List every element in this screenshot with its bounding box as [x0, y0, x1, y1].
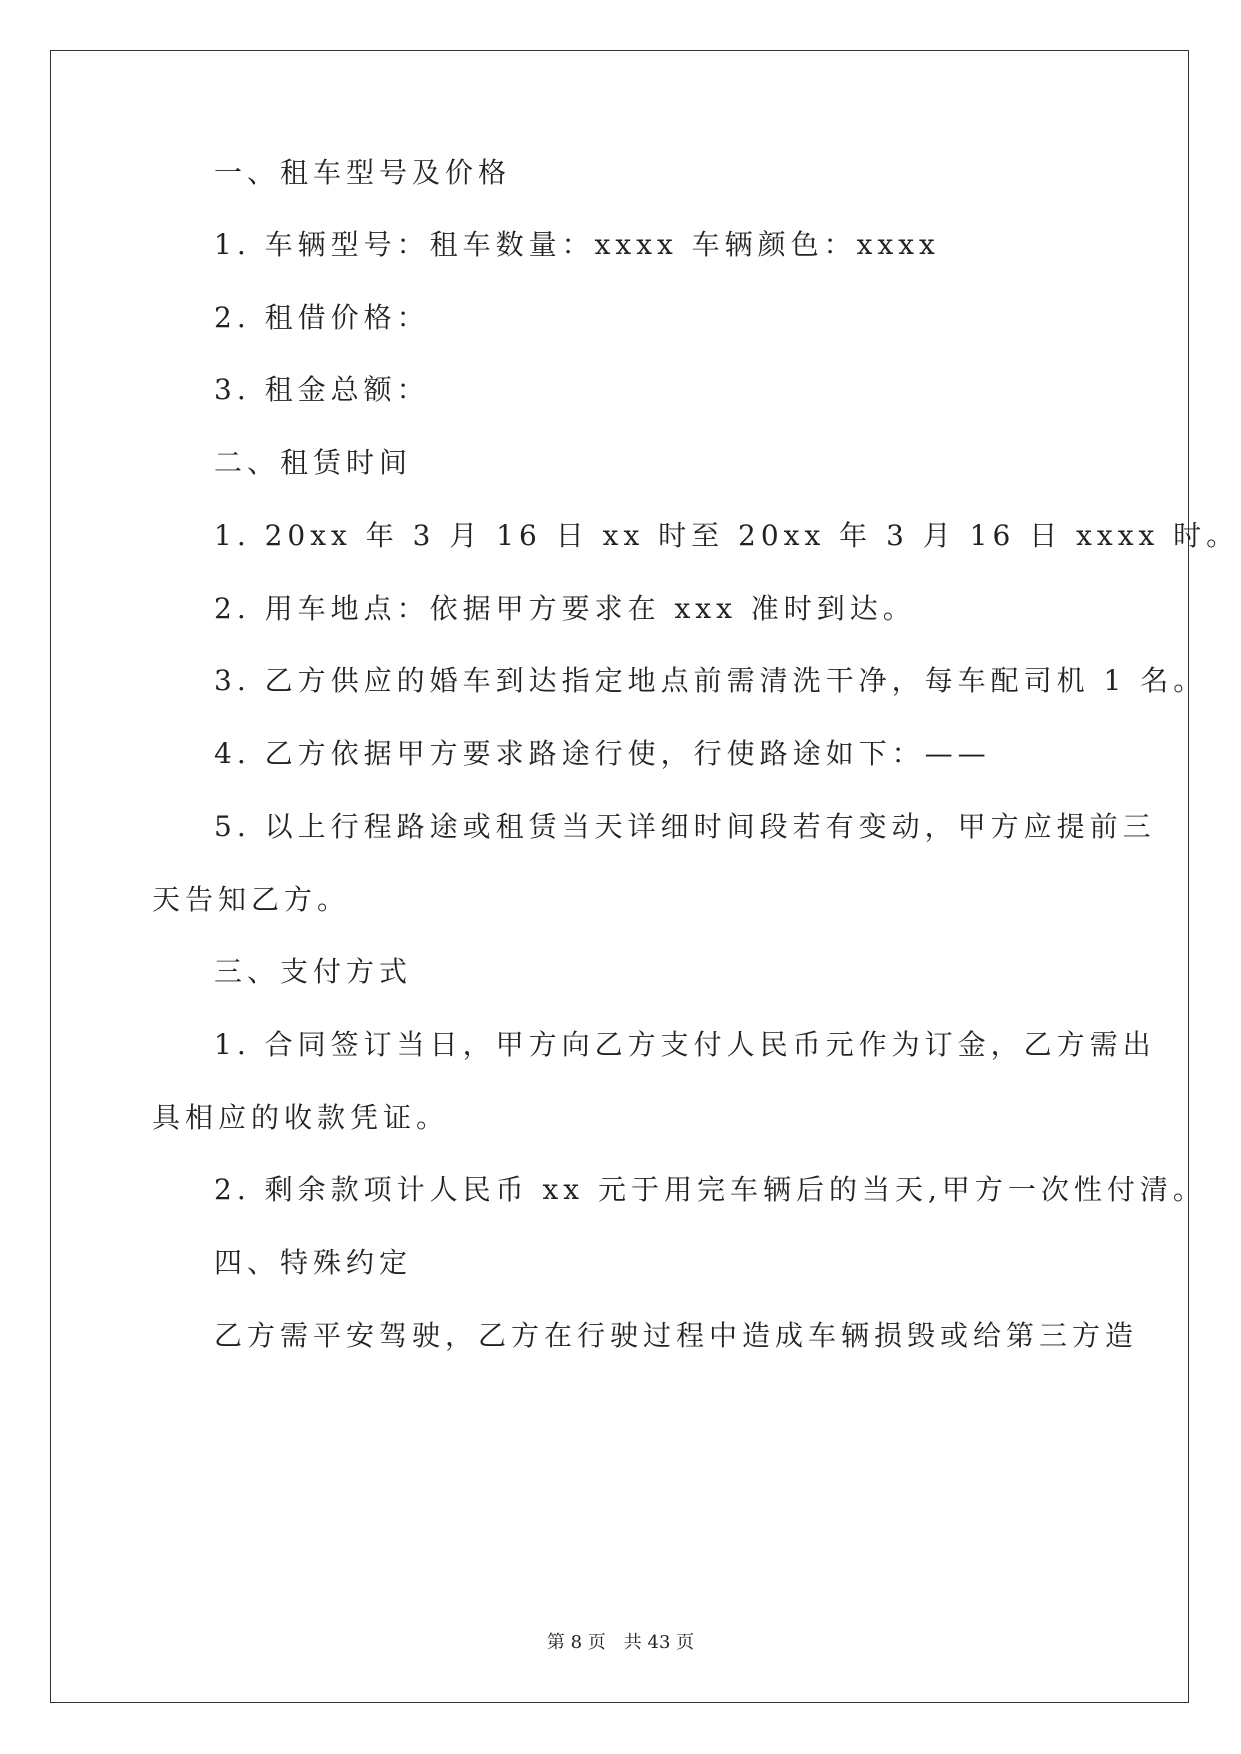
paragraph-deposit-cont: 具相应的收款凭证。: [152, 1101, 450, 1134]
heading-special-terms: 四、特殊约定: [214, 1246, 413, 1279]
paragraph-route: 4. 乙方依据甲方要求路途行使，行使路途如下：——: [214, 737, 991, 770]
paragraph-schedule-change: 5. 以上行程路途或租赁当天详细时间段若有变动，甲方应提前三: [214, 810, 1156, 843]
paragraph-rental-date: 1. 20xx 年 3 月 16 日 xx 时至 20xx 年 3 月 16 日 xxxx 时。: [214, 519, 1240, 552]
paragraph-schedule-change-cont: 天告知乙方。: [152, 883, 351, 916]
heading-car-model-price: 一、租车型号及价格: [214, 156, 512, 189]
paragraph-remaining-payment: 2. 剩余款项计人民币 xx 元于用完车辆后的当天,甲方一次性付清。: [214, 1173, 1206, 1206]
paragraph-location: 2. 用车地点：依据甲方要求在 xxx 准时到达。: [214, 592, 916, 625]
paragraph-car-cleaning: 3. 乙方供应的婚车到达指定地点前需清洗干净，每车配司机 1 名。: [214, 664, 1207, 697]
page-total: 共 43 页: [623, 1632, 695, 1653]
page-footer: [0, 1628, 1241, 1654]
heading-payment-method: 三、支付方式: [214, 955, 413, 988]
paragraph-deposit: 1. 合同签订当日，甲方向乙方支付人民币元作为订金，乙方需出: [214, 1028, 1156, 1061]
paragraph-rental-price: 2. 租借价格：: [214, 301, 430, 334]
heading-rental-time: 二、租赁时间: [214, 446, 413, 479]
page-number: 第 8 页: [546, 1632, 606, 1653]
paragraph-total-rent: 3. 租金总额：: [214, 373, 430, 406]
paragraph-safe-driving: 乙方需平安驾驶，乙方在行驶过程中造成车辆损毁或给第三方造: [214, 1319, 1139, 1352]
paragraph-vehicle-model: 1. 车辆型号：租车数量：xxxx 车辆颜色：xxxx: [214, 228, 940, 261]
